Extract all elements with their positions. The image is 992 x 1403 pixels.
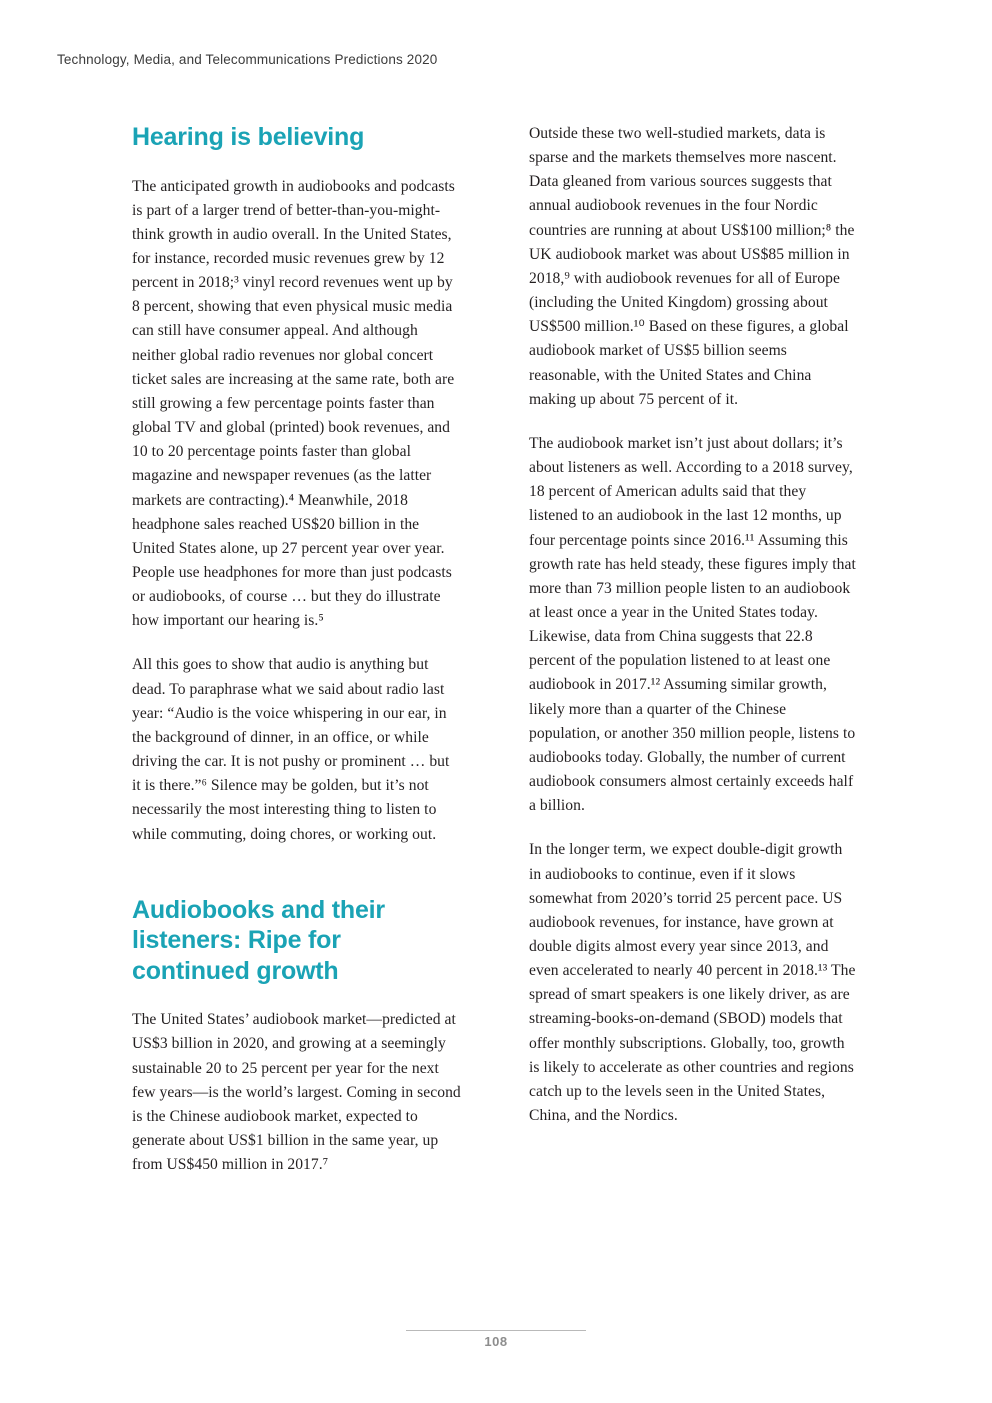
section-heading-hearing-is-believing: Hearing is believing xyxy=(132,123,365,151)
left-column xyxy=(132,122,461,1177)
paragraph-listeners: The audiobook market isn’t just about dollars; it’s about listeners as well. According to a 2018 survey, 18 percent of American adults said that they listened to an audiobook in the last 12 months, up four percentage points since 2016.¹¹ Assuming this growth rate has held steady, these figures imply that more than 73 million people listen to an audiobook at least once a year in the United States today. Likewise, data from China suggests that 22.8 percent of the population listened to at least one audiobook in 2017.¹² Assuming similar growth, likely more than a quarter of the Chinese population, or another 350 million people, listens to audiobooks today. Globally, the number of current audiobook consumers almost certainly exceeds half a billion. xyxy=(529,434,856,815)
right-column xyxy=(529,122,858,1177)
paragraph-nordic-uk-europe: Outside these two well-studied markets, data is sparse and the markets themselves more nascent. Data gleaned from various sources suggests that annual audiobook revenues in the four Nordic countries are running at about US$100 million;⁸ the UK audiobook market was about US$85 million in 2018,⁹ with audiobook revenues for all of Europe (including the United Kingdom) grossing about US$500 million.¹⁰ Based on these figures, a global audiobook market of US$5 billion seems reasonable, with the United States and China making up about 75 percent of it. xyxy=(529,125,855,408)
paragraph-longer-term-growth: In the longer term, we expect double-digit growth in audiobooks to continue, even if it slows somewhat from 2020’s torrid 25 percent pace. US audiobook revenues, for instance, have grown at double digits almost every year since 2013, and even accelerated to nearly 40 percent in 2018.¹³ The spread of smart speakers is one likely driver, as are streaming-books-on-demand (SBOD) models that offer monthly subscriptions. Globally, too, growth is likely to accelerate as other countries and regions catch up to the levels seen in the United States, China, and the Nordics. xyxy=(529,841,856,1125)
paragraph-audio-growth: The anticipated growth in audiobooks and podcasts is part of a larger trend of better-than-you-might-think growth in audio overall. In the United States, for instance, recorded music revenues grew by 12 percent in 2018;³ vinyl record revenues went up by 8 percent, showing that even physical music media can still have consumer appeal. And although neither global radio revenues nor global concert ticket sales are increasing at the same rate, both are still growing a few percentage points faster than global TV and global (printed) book revenues, and 10 to 20 percentage points faster than global magazine and newspaper revenues (as the latter markets are contracting).⁴ Meanwhile, 2018 headphone sales reached US$20 billion in the United States alone, up 27 percent year over year. People use headphones for more than just podcasts or audiobooks, of course … but they do illustrate how important our hearing is.⁵ xyxy=(132,177,455,630)
section-heading-audiobooks-listeners: Audiobooks and their listeners: Ripe for continued growth xyxy=(132,895,385,985)
paragraph-audio-not-dead: All this goes to show that audio is anything but dead. To paraphrase what we said about radio last year: “Audio is the voice whispering in our ear, in the background of dinner, in an office, or while driving the car. It is not pushy or prominent … but it is there.”⁶ Silence may be golden, but it’s not necessarily the most interesting thing to listen to while commuting, doing chores, or working out. xyxy=(132,656,450,843)
two-column-body xyxy=(132,122,858,1177)
page-number: 108 xyxy=(484,1334,508,1349)
running-head: Technology, Media, and Telecommunications Predictions 2020 xyxy=(57,52,438,67)
paragraph-us-audiobook-market: The United States’ audiobook market—predicted at US$3 billion in 2020, and growing at a seemingly sustainable 20 to 25 percent per year for the next few years—is the world’s largest. Coming in second is the Chinese audiobook market, expected to generate about US$1 billion in the same year, up from US$450 million in 2017.⁷ xyxy=(132,1011,461,1174)
footer-divider xyxy=(406,1330,586,1331)
